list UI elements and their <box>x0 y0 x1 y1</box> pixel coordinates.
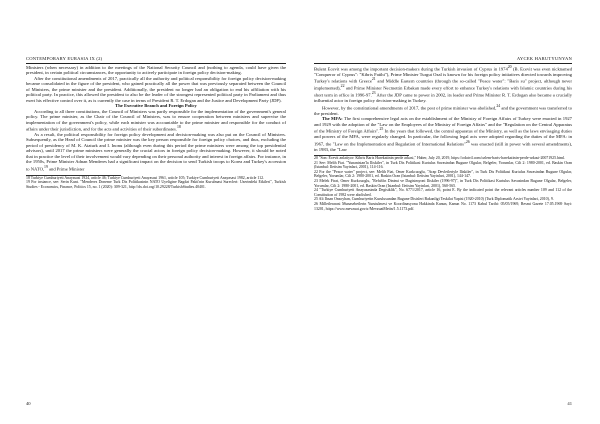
paragraph-text: As a result, the political responsibility for foreign policy development and decision-making was also put on the Council of Ministers. Subsequently, as the Head of Council the prime minister was the key person responsible for foreign policy choices, and thus, excluding the period of presidency of M. K. Ataturk and I. Inonu (although even during this period the prime ministers were among the top presidential advisors), until 2017 the prime ministers were generally the crucial actors in foreign policy decision-making. However, it should be noted that in practice the level of their involvement would vary depending on their personal authority and interest in foreign affairs. For instance, in the 1950s, Prime Minister Adnan Menderes had a significant impact on the decision to send Turkish troops to Korea and Turkey's accession to NATO, <box>26 131 286 172</box>
footnote-ref[interactable]: 25 <box>379 127 384 132</box>
paragraph <box>314 116 572 152</box>
footnote-ref[interactable]: 23 <box>371 91 376 96</box>
journal-title: CONTEMPORARY EURASIA IX (2) <box>26 56 103 61</box>
footnote: 24 "Turkiye Cumhuriyeti Anayasasinda Degisiklik", No. 6771/2017, article 16, point E. By the indicated point the relevant articles number 109 and 112 of the Constitution of 1982 were abolished. <box>314 188 572 197</box>
paragraph-text: The first comprehensive legal acts on the establishment of the Ministry of Foreign Affairs of Turkey were enacted in 1927 and 1929 with the adoption of the "Law on the Employees of the Ministry of Foreign Affairs" and the "Regulation on the Central Apparatus of the Ministry of Foreign Affairs". <box>314 116 572 134</box>
paragraph <box>314 65 572 104</box>
right-page <box>300 0 600 424</box>
paragraph <box>314 104 572 116</box>
footnote-ref[interactable]: 24 <box>496 103 501 108</box>
page-number: 40 <box>26 401 31 406</box>
paragraph-text: According to all three constitutions, the Council of Ministers was partly responsible for the implementation of the government's general policy. The prime minister, as the Chair of the Council of Ministers, was to ensure cooperation between ministers and supervise the implementation of the government's policy, while each minister was accountable to the prime minister and responsible for the conduct of affairs under their jurisdiction, and for the acts and activities of their subordinates. <box>26 108 286 132</box>
footnote: 19 For instance, see: Serin Kunt. "Menderes Doneme Turk Dis Politikasinin NATO Uyeligine Bagdat Pakti'nin Kurulmasi Surecleri: Uzerindeki Etkileri", Turkish Studies - Economics, Finance, Politics 15, no. 1 (2020): 309-321, http://dx.doi.org/10.29228/TurkishStudies.40401. <box>26 180 286 189</box>
footnote-ref[interactable]: 19 <box>44 164 48 169</box>
paragraph-text: and Middle Eastern countries (through the so-called "Peace water": "Baris su" project, although never implemented), <box>314 78 572 91</box>
footnotes <box>314 156 572 211</box>
running-head <box>314 56 572 64</box>
paragraph: After the constitutional amendments of 2017, practically all the authority and political responsibility for foreign policy decision-making became consolidated in the figure of the president, who gained practically all the power that was previously separated between the Council of Ministers, the prime minister and the president. Additionally, the president no longer had an obligation to end his affiliation with his political party. In practice, this allowed the president to also be the leader of the strongest represented political party in Parliament and thus exert his effective control over it, as is currently the case in terms of President R. T. Erdogan and the Justice and Development Party (JDP). <box>26 75 286 103</box>
running-head <box>26 56 286 64</box>
footnote: 18 Turkiye Cumhuriyeti Anayasasi 1924, article 46; Turkiye Cumhuriyeti Anayasasi 1961, article 105; Turkiye Cumhuriyeti Anayasasi 1982, article 112. <box>26 175 265 180</box>
paragraph-text: Bulent Ecevit was among the important decision-makers during the Turkish invasion of Cyprus in 1974 <box>314 66 508 72</box>
footnote-ref[interactable]: 22 <box>340 84 345 89</box>
paragraph-text: and the government was transferred to the president. <box>314 105 572 116</box>
footnote: 22 For the "Peace water" project, see: Melih Fiat, Omer Kurkcuoglu, "Arap Devletleriyle Iliskiler", in Turk Dis Politikasi Kurtulus Savasindan Bugune Olgular, Belgeler, Yorumlar, Cilt 2: 1980-2001, ed. Baskin Oran (Istanbul: Iletisim Yayinlari, 2001), 144-147. <box>314 169 572 179</box>
paragraph-text: In the years that followed, the central apparatus of the Ministry, as well as the laws envisaging duties and powers of the MFA, were regularly changed. In particular, the following legal acts were adopted regarding the duties of the MFA: in 1967, the "Law on the Implementation and Regulation of International Relations" <box>314 128 572 147</box>
footnote-ref[interactable]: 26 <box>465 139 470 144</box>
page-number: 41 <box>567 401 572 406</box>
paragraph: Ministers (when necessary) in addition to the meetings of the National Security Council and (nothing to agenda, could have given the president, in certain political circumstances, the opportunity to actively participate in foreign policy decision-making. <box>26 65 286 76</box>
section-heading: The Executive Branch and Foreign Policy <box>115 103 197 109</box>
footnote-ref[interactable]: 18 <box>176 124 181 129</box>
paragraph-text: After the JDP came to power in 2002, its leader and Prime Minister R. T. Erdogan also became a crucially influential actor in foreign policy decision-making in Turkey. <box>314 92 572 104</box>
inline-heading: The MFA: <box>322 116 343 122</box>
footnote-ref[interactable]: 20 <box>507 65 512 69</box>
paragraph-text: and Prime Minister Necmettin Erbakan made every effort to enhance Turkey's relations with Islamic countries during his short term in office in 1996-97. <box>314 85 572 98</box>
footnote: 25 Ali Ihsan Onsoyhan, Cumhuriyetin Kurulusundan Bugune Disisleri Bakanligi Teskilat Yapisi (1920-2010) (Turk Diplomatik Arsivi Yayinlari, 2010), 9. <box>314 197 554 202</box>
author-name: AYCEK HARUTYUNYAN <box>516 56 572 61</box>
paragraph <box>26 109 286 132</box>
body-text <box>314 65 572 152</box>
paragraph-text: was enacted (still in power with several amendments), in 1983, the "Law <box>314 141 573 152</box>
footnote-ref[interactable]: 21 <box>371 77 376 82</box>
footnote: 23 Melek Firat, Omer Kurkcuoglu, "Refah'in Dinimi ve Dagisimyoni Iliskiler (1996-97)", in Turk Dis Politikasi Kurtulus Savasindan Bugune Olgular, Belgeler, Yorumlar, Cilt 2: 1980-2001, ed. Baskin Oran (Istanbul: Iletisim Yayinlari, 2001), 560-565. <box>314 179 572 188</box>
paragraph-text: However, by the constitutional amendments of 2017, the post of prime minister was abolished, <box>322 105 497 111</box>
paragraph-text: (B. Ecevit was even nicknamed "Conqueror of Cyprus": "Kibris Fatihi"), Prime Minister Turgut Ozal is known for his foreign policy initiatives directed towards improving Turkey's relations with Greece <box>314 66 572 84</box>
footnotes <box>26 176 286 190</box>
footnote: 26 Milletlerarasi Munasebetlerin Yurutulmesi ve Koordinasyonu Hakkinda Kanun, Kanun No. 1173 Kabul Tarihi: 05/05/1969, Resmi Gazete 17.05.1969 Sayi: 13201, https://www.mevzuat.gov.tr/MevzuatMetin/1.5.1173.pdf. <box>314 202 572 211</box>
footnote: 20 "Son: Ecevit anlatiyor: Kibris Baris Harekatinin perde arkasi," Haber, July 20, 2019, https://odatv4.com/ozlem-baris-harekatinin-perde-arkasi-20071925.html. <box>314 156 566 161</box>
body-text <box>26 65 286 172</box>
paragraph-text: and Prime Minister <box>47 166 85 172</box>
footnote: 21 See: Melih Fiat. "Yunanistan'la Iliskiler", in Turk Dis Politikasi Kurtulus Savasindan Bugune Olgular, Belgeler, Yorumlar, Cilt 2: 1980-2001, ed. Baskin Oran (Istanbul: Iletisim Yayinlari, 2001), 114-116. <box>314 160 572 170</box>
paragraph <box>26 132 286 172</box>
